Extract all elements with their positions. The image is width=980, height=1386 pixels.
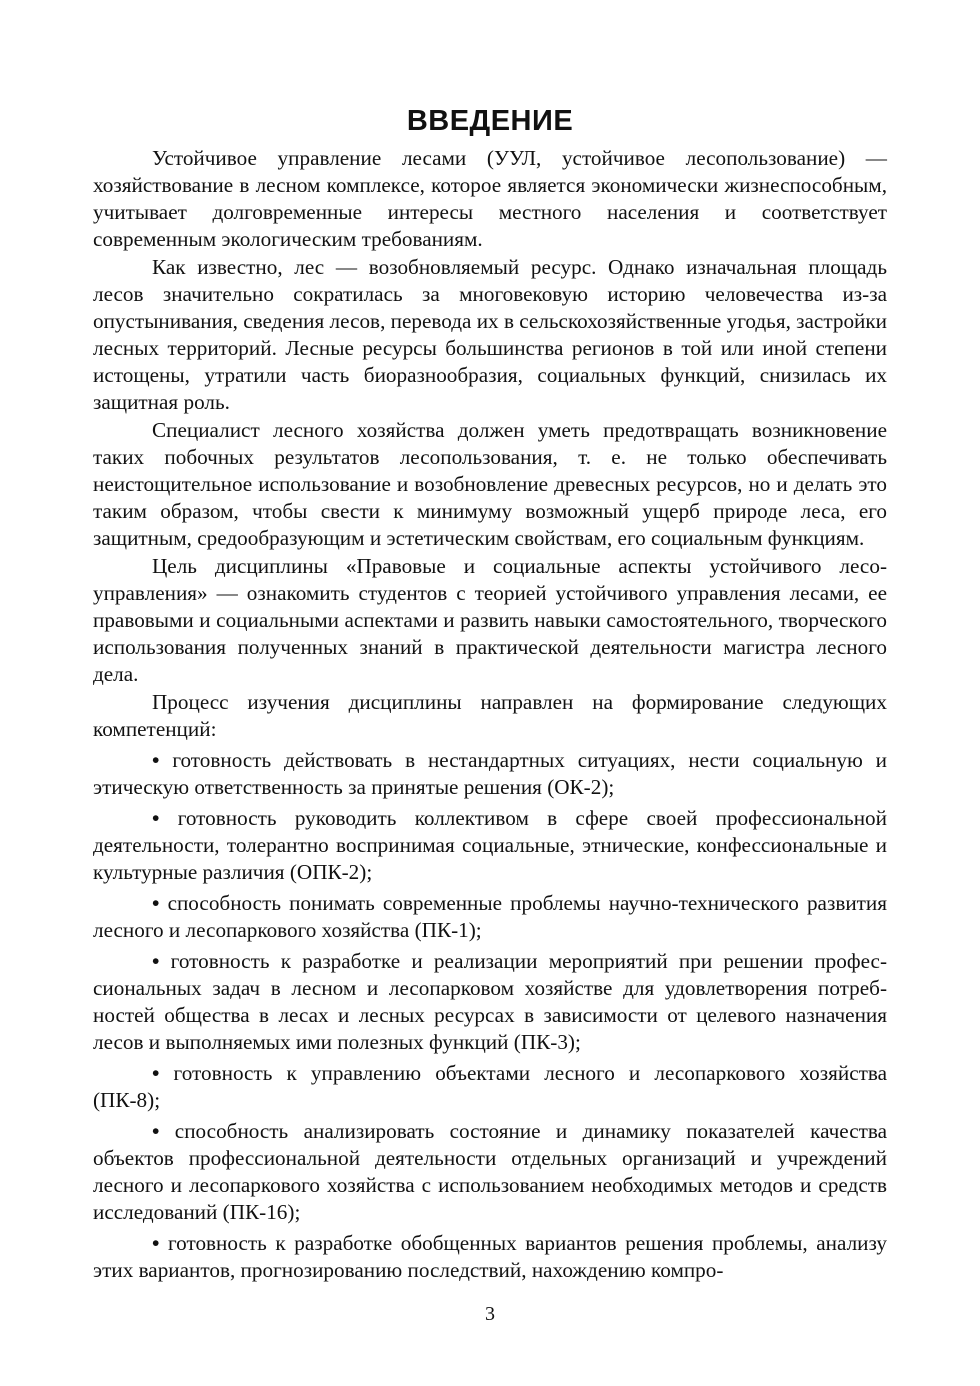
page-number: 3 — [485, 1303, 495, 1325]
list-item — [93, 747, 887, 801]
list-item-text: готовность к разработке обобщенных вариантов решения проблемы, анализу этих вариантов, прогнозированию последствий, нахождению компро- — [93, 1231, 887, 1282]
list-item — [93, 890, 887, 944]
bullet-icon: • — [152, 748, 160, 772]
bullet-icon: • — [152, 1231, 160, 1255]
list-item-text: готовность к разработке и реализации мероприятий при решении профессиональных задач в лесном и лесопарковом хозяйстве для удовлетворения потребностей общества в лесах и лесных ресурсах в зависимости от целевого назначения лесов и выполняемых ими полезных функций (ПК-3); — [93, 949, 887, 1054]
bullet-icon: • — [152, 806, 160, 830]
list-item — [93, 948, 887, 1056]
body-text — [93, 145, 887, 1287]
paragraph: Цель дисциплины «Правовые и социальные аспекты устойчивого лесоуправления» — ознакомить студентов с теорией устойчивого управления лесами, ее правовыми и социальными аспектами и развить навыки самостоятельного, творческого использования полученных знаний в практической деятельности магистра лесного дела. — [93, 554, 887, 686]
paragraph: Специалист лесного хозяйства должен уметь предотвращать возникновение таких побочных результатов лесопользования, т. е. не только обеспечивать неистощительное использование и возобновление древесных ресурсов, но и делать это таким образом, чтобы свести к минимуму возможный ущерб природе леса, его защитным, средообразующим и эстетическим свойствам, его социальным функциям. — [93, 418, 887, 550]
list-item-text: способность понимать современные проблемы научно-технического развития лесного и лесопаркового хозяйства (ПК-1); — [93, 891, 888, 942]
page-title: ВВЕДЕНИЕ — [406, 105, 574, 138]
paragraph: Как известно, лес — возобновляемый ресурс. Однако изначальная площадь лесов значительно сократилась за многовековую историю человечества из-за опустынивания, сведения лесов, перевода их в сельскохозяйственные угодья, застройки лесных территорий. Лесные ресурсы большинства регионов в той или иной степени истощены, утратили часть биоразнообразия, социальных функций, снизилась их защитная роль. — [93, 255, 888, 414]
competencies-list — [93, 747, 887, 1284]
bullet-icon: • — [152, 1119, 160, 1143]
list-item — [93, 1060, 887, 1114]
list-item-text: готовность действовать в нестандартных ситуациях, нести социальную и этическую ответственность за принятые решения (ОК-2); — [93, 748, 887, 799]
paragraph: Устойчивое управление лесами (УУЛ, устойчивое лесопользование) — хозяйствование в лесном комплексе, которое является экономически жизнеспособным, учитывает долговременные интересы местного населения и соответствует современным экологическим требованиям. — [93, 146, 887, 251]
list-item — [93, 1118, 887, 1226]
bullet-icon: • — [152, 1061, 160, 1085]
list-item — [93, 805, 887, 886]
list-item-text: способность анализировать состояние и динамику показателей качества объектов профессиональной деятельности отдельных организаций и учреждений лесного и лесопаркового хозяйства с использованием необходимых методов и средств исследований (ПК-16); — [93, 1119, 887, 1224]
list-item — [93, 1230, 887, 1284]
list-item-text: готовность руководить коллективом в сфере своей профессиональной деятельности, толерантно воспринимая социальные, этнические, конфессиональные и культурные различия (ОПК-2); — [93, 806, 887, 884]
bullet-icon: • — [152, 949, 160, 973]
bullet-icon: • — [152, 891, 160, 915]
list-item-text: готовность к управлению объектами лесного и лесопаркового хозяйства (ПК-8); — [93, 1061, 887, 1112]
paragraph: Процесс изучения дисциплины направлен на формирование следующих компетенций: — [93, 690, 887, 741]
